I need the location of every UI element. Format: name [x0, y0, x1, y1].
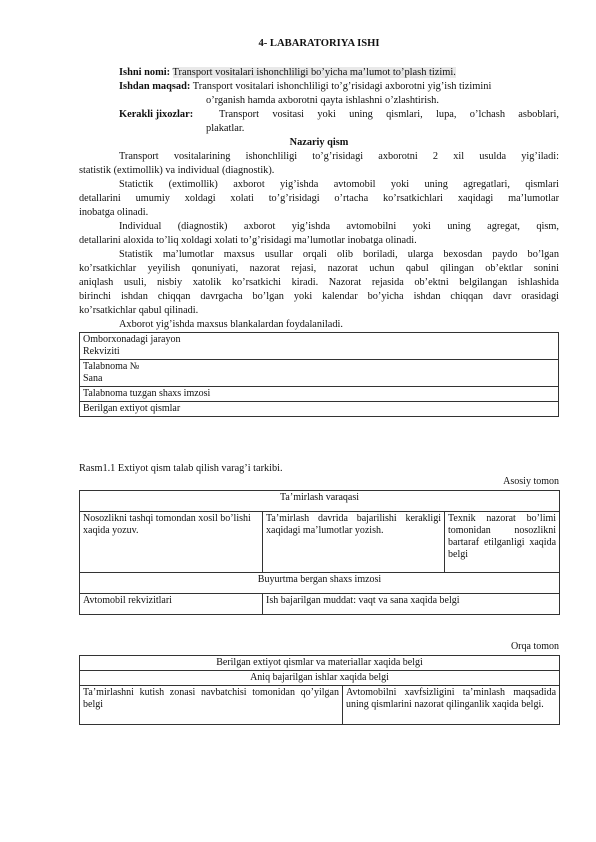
paragraph-3-line-1: Individual (diagnostik) axborot yig’ishda avtomobilni yoki uning agregat, qism, — [119, 221, 559, 232]
work-goal-label: Ishdan maqsad: — [119, 81, 191, 92]
customer-signature-cell: Buyurtma bergan shaxs imzosi — [80, 573, 560, 594]
equipment — [119, 108, 559, 122]
equipment-line-1: Transport vositasi yoki uning qismlari, lupa, o’lchash asboblari, — [219, 109, 559, 120]
table-row — [80, 656, 560, 671]
warehouse-process-label: Omborxonadagi jarayon — [83, 334, 181, 345]
paragraph-2-line-2: detallarini umumiy xoldagi xolati to’g’risidagi o’rtacha ko’rsatkichlari xaqidagi ma’lumotlar — [79, 193, 559, 204]
duty-officer-mark-cell: Ta’mirlashni kutish zonasi navbatchisi tomonidan qo’yilgan belgi — [80, 686, 343, 725]
paragraph-3-line-2: detallarini aloxida to’liq xoldagi xolati to’g’risidagi ma’lumotlar inobatga olinadi. — [79, 235, 417, 246]
front-side-label: Asosiy tomon — [503, 476, 559, 487]
paragraph-4-line-4: birinchi ishdan chiqqan davrgacha bo’lgan yoki kalendar bo’yicha ishdan chiqqan davr orasidagi — [79, 291, 559, 302]
section-heading: Nazariy qism — [289, 137, 349, 148]
repair-sheet-header: Ta’mirlash varaqasi — [80, 491, 560, 512]
work-goal — [119, 80, 559, 94]
table-row — [80, 360, 559, 387]
safety-check-mark-cell: Avtomobilni xavfsizligini ta’minlash maqsadida uning qismlarini nazorat qilinganlik xaqida belgi. — [343, 686, 560, 725]
table-cell — [80, 360, 559, 387]
back-side-table — [79, 655, 560, 725]
paragraph-4-line-5: ko’rsatkichlar qabul qilinadi. — [79, 305, 199, 316]
table-row — [80, 686, 560, 725]
table-cell — [80, 333, 559, 360]
table-row — [80, 512, 560, 573]
paragraph-4-line-3: aniqlash usuli, nisbiy xatolik ko’rsatkichi kiradi. Nazorat rejasida ob’ektni belgilangan ishlashida — [79, 277, 559, 288]
paragraph-5-line-1: Axborot yig’ishda maxsus blankalardan foydalaniladi. — [119, 319, 343, 330]
completed-work-header: Aniq bajarilgan ishlar xaqida belgi — [80, 671, 560, 686]
work-name-value: Transport vositalari ishonchliligi bo’yicha ma’lumot to’plash tizimi. — [172, 67, 456, 78]
request-form-table — [79, 332, 559, 417]
request-signature-cell: Talabnoma tuzgan shaxs imzosi — [80, 387, 559, 402]
issued-materials-header: Berilgan extiyot qismlar va materiallar xaqida belgi — [80, 656, 560, 671]
table-row — [80, 387, 559, 402]
paragraph-1-line-2: statistik (extimollik) va individual (diagnostik). — [79, 165, 275, 176]
vehicle-requisites-cell: Avtomobil rekvizitlari — [80, 594, 263, 615]
repair-sheet-table — [79, 490, 560, 615]
table-row — [80, 671, 560, 686]
back-side-label: Orqa tomon — [510, 641, 559, 652]
table-row — [80, 333, 559, 360]
equipment-line-2: plakatlar. — [206, 123, 245, 134]
table-row — [80, 573, 560, 594]
repair-info-cell: Ta’mirlash davrida bajarilishi kerakligi xaqidagi ma’lumotlar yozish. — [263, 512, 445, 573]
paragraph-2-line-3: inobatga olinadi. — [79, 207, 149, 218]
date-label: Sana — [83, 373, 103, 384]
work-goal-line-1: Transport vositalari ishonchliligi to’g’risidagi axborotni yig’ish tizimini — [192, 81, 492, 92]
inspection-mark-cell: Texnik nazorat bo’limi tomonidan nosozlikni bartaraf etilganligi xaqida belgi — [445, 512, 560, 573]
request-number-label: Talabnoma № — [83, 361, 140, 372]
paragraph-2-line-1: Statictik (extimollik) axborot yig’ishda avtomobil yoki uning agregatlari, qismlari — [119, 179, 559, 190]
requisites-label: Rekviziti — [83, 346, 120, 357]
equipment-label: Kerakli jixozlar: — [119, 109, 194, 120]
table-row — [80, 402, 559, 417]
issued-parts-cell: Berilgan extiyot qismlar — [80, 402, 559, 417]
table-row — [80, 594, 560, 615]
paragraph-1-line-1: Transport vositalarining ishonchliligi to’g’risidagi axborotni 2 xil usulda yig’iladi: — [119, 151, 559, 162]
work-name — [119, 66, 559, 80]
paragraph-4-line-2: ko’rsatkichlar yeyilish qonuniyati, nazorat rejasi, nazorat uchun qabul qilingan ob’ektlar sonini — [79, 263, 559, 274]
figure-caption: Rasm1.1 Extiyot qism talab qilish varag’i tarkibi. — [79, 463, 283, 474]
work-goal-line-2: o’rganish hamda axborotni qayta ishlashni o’zlashtirish. — [206, 95, 439, 106]
paragraph-4-line-1: Statistik ma’lumotlar maxsus usullar orqali olib boriladi, ularga bexosdan paydo bo’lgan — [119, 249, 559, 260]
work-date-cell: Ish bajarilgan muddat: vaqt va sana xaqida belgi — [263, 594, 560, 615]
table-row — [80, 491, 560, 512]
fault-record-cell: Nosozlikni tashqi tomondan xosil bo’lishi xaqida yozuv. — [80, 512, 263, 573]
work-name-label: Ishni nomi: — [119, 67, 171, 78]
page-title: 4- LABARATORIYA ISHI — [258, 38, 380, 49]
